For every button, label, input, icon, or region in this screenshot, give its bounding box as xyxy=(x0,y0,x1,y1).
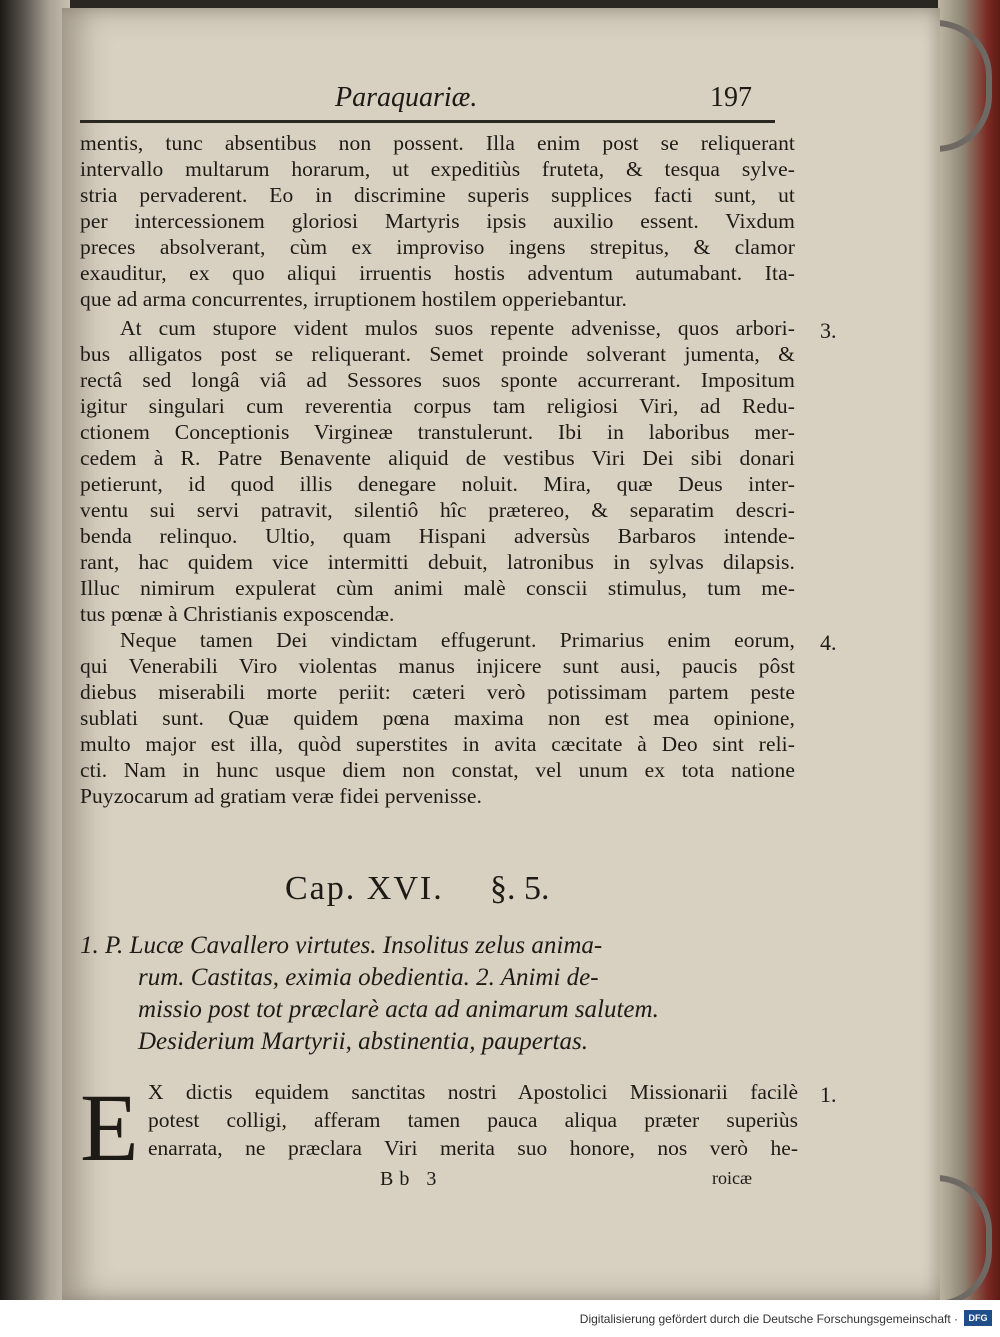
text-line: sublati sunt. Quæ quidem pœna maxima non est mea opinione, xyxy=(80,706,795,730)
margin-number: 1. xyxy=(820,1082,837,1107)
margin-number: 3. xyxy=(820,318,837,343)
summary-line: Desiderium Martyrii, abstinentia, paupertas. xyxy=(138,1028,588,1055)
text-line: preces absolverant, cùm ex improviso ingens strepitus, & clamor xyxy=(80,235,795,259)
footer-bar xyxy=(0,1300,1000,1337)
text-line: X dictis equidem sanctitas nostri Apostolici Missionarii facilè xyxy=(148,1080,798,1104)
text-line: mentis, tunc absentibus non possent. Illa enim post se reliquerant xyxy=(80,131,795,155)
text-line: diebus miserabili morte periit: cæteri verò potissimam partem peste xyxy=(80,680,795,704)
text-line: enarrata, ne præclara Viri merita suo honore, nos verò he- xyxy=(148,1136,798,1160)
text-line: que ad arma concurrentes, irruptionem hostilem opperiebantur. xyxy=(80,287,628,311)
text-line: rectâ sed longâ viâ ad Sessores suos sponte accurrerant. Impositum xyxy=(80,368,795,392)
text-line: tus pœnæ à Christianis exposcendæ. xyxy=(80,602,395,626)
clip-top xyxy=(936,20,992,152)
catchword: roicæ xyxy=(712,1168,752,1188)
clip-bottom xyxy=(936,1175,992,1307)
page-header xyxy=(80,82,775,122)
text-line: Illuc nimirum expulerat cùm animi malè conscii stimulus, tum me- xyxy=(80,576,795,600)
text-line: bus alligatos post se reliquerant. Semet proinde solverant jumenta, & xyxy=(80,342,795,366)
text-line: rant, hac quidem vice intermitti debuit, latronibus in sylvas dilapsis. xyxy=(80,550,795,574)
margin-number: 4. xyxy=(820,630,837,655)
chapter-section: §. 5. xyxy=(490,870,550,907)
text-line: ventu sui servi patravit, silentiô hîc prætereo, & separatim descri- xyxy=(80,498,795,522)
signature-mark: Bb 3 xyxy=(380,1168,443,1190)
dfg-logo-icon: DFG xyxy=(964,1310,992,1326)
text-line: benda relinquo. Ultio, quam Hispani adversùs Barbaros intende- xyxy=(80,524,795,548)
text-line: per intercessionem gloriosi Martyris ipsis auxilio essent. Vixdum xyxy=(80,209,795,233)
page-number: 197 xyxy=(710,82,752,113)
header-rule xyxy=(80,120,775,123)
text-line: cedem à R. Patre Benavente aliquid de vestibus Viri Dei sibi donari xyxy=(80,446,795,470)
chapter-heading: Cap. XVI. xyxy=(285,870,444,907)
right-page-edge xyxy=(938,0,1000,1300)
running-title: Paraquariæ. xyxy=(335,82,478,113)
text-line: cti. Nam in hunc usque diem non constat, vel unum ex tota natione xyxy=(80,758,795,782)
text-line: potest colligi, afferam tamen pauca aliqua præter superiùs xyxy=(148,1108,798,1132)
text-line: At cum stupore vident mulos suos repente advenisse, quos arbori- xyxy=(120,316,795,340)
text-line: ctionem Conceptionis Virgineæ transtulerunt. Ibi in laboribus mer- xyxy=(80,420,795,444)
text-line: stria pervaderent. Eo in discrimine superis supplices facti sunt, ut xyxy=(80,183,795,207)
summary-line: 1. P. Lucæ Cavallero virtutes. Insolitus zelus anima- xyxy=(80,932,603,959)
text-line: igitur singulari cum reverentia corpus tam religiosi Viri, ad Redu- xyxy=(80,394,795,418)
summary-line: rum. Castitas, eximia obedientia. 2. Animi de- xyxy=(138,964,599,991)
text-line: exauditur, ex quo aliqui irruentis hostis adventum autumabant. Ita- xyxy=(80,261,795,285)
text-line: multo major est illa, quòd superstites in avita cæcitate à Deo sint reli- xyxy=(80,732,795,756)
text-line: Puyzocarum ad gratiam veræ fidei pervenisse. xyxy=(80,784,483,808)
summary-line: missio post tot præclarè acta ad animarum salutem. xyxy=(138,996,659,1023)
text-line: qui Venerabili Viro violentas manus injicere sunt ausi, paucis pôst xyxy=(80,654,795,678)
left-page-stack xyxy=(0,0,70,1300)
text-line: Neque tamen Dei vindictam effugerunt. Primarius enim eorum, xyxy=(120,628,795,652)
funding-note: Digitalisierung gefördert durch die Deutsche Forschungsgemeinschaft · xyxy=(579,1312,958,1326)
text-line: petierunt, id quod illis denegare noluit. Mira, quæ Deus inter- xyxy=(80,472,795,496)
text-line: intervallo multarum horarum, ut expeditiùs fruteta, & tesqua sylve- xyxy=(80,157,795,181)
drop-cap: E xyxy=(80,1074,139,1181)
